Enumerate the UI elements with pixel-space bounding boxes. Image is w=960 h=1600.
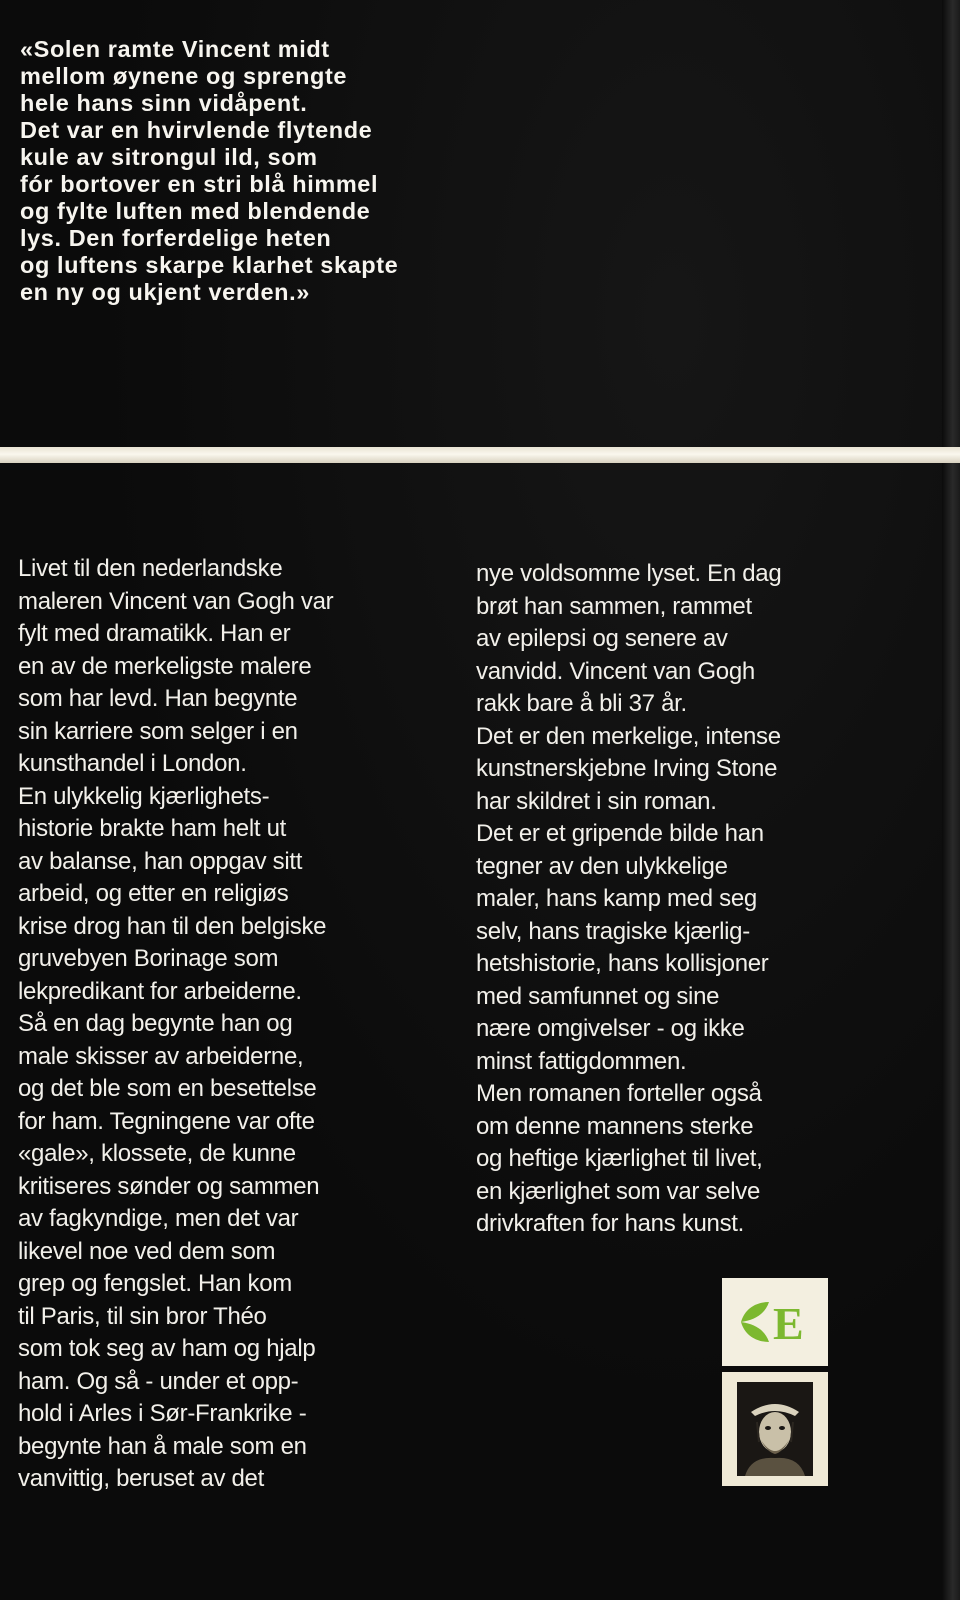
cover-quote: «Solen ramte Vincent midt mellom øynene og sprengte hele hans sinn vidåpent. Det var en hvirvlende flytende kule av sitrongul ild, som fór bortover en stri blå himmel og fylte luften med blendende lys. Den forferdelige heten og luftens skarpe klarhet skapte en ny og ukjent verden.» — [20, 36, 399, 305]
cover-spine-edge — [942, 0, 960, 1600]
logo-letter: E — [773, 1298, 804, 1349]
blurb-left-column: Livet til den nederlandske maleren Vincent van Gogh var fylt med dramatikk. Han er en av de merkeligste malere som har levd. Han begynte sin karriere som selger i en kunsthandel i London. En ulykkelig kjærlighets- historie brakte ham helt ut av balanse, han oppgav sitt arbeid, og etter en religiøs krise drog han til den belgiske gruvebyen Borinage som lekpredikant for arbeiderne. Så en dag begynte han og male skisser av arbeiderne, og det ble som en besettelse for ham. Tegningene var ofte «gale», klossete, de kunne kritiseres sønder og sammen av fagkyndige, men det var likevel noe ved dem som grep og fengslet. Han kom til Paris, til sin bror Théo som tok seg av ham og hjalp ham. Og så - under et opp- hold i Arles i Sør-Frankrike - begynte han å male som en vanvittig, beruset av det — [18, 555, 334, 1492]
leaf-e-logo-icon — [735, 1292, 815, 1352]
divider-band — [0, 447, 960, 463]
blurb-right-column: nye voldsomme lyset. En dag brøt han sammen, rammet av epilepsi og senere av vanvidd. Vincent van Gogh rakk bare å bli 37 år. Det er den merkelige, intense kunstnerskjebne Irving Stone har skildret i sin roman. Det er et gripende bilde han tegner av den ulykkelige maler, hans kamp med seg selv, hans tragiske kjærlig- hetshistorie, hans kollisjoner med samfunnet og sine nære omgivelser - og ikke minst fattigdommen. Men romanen forteller også om denne mannens sterke og heftige kjærlighet til livet, en kjærlighet som var selve drivkraften for hans kunst. — [476, 560, 782, 1237]
publisher-logo — [722, 1278, 828, 1366]
van-gogh-portrait-icon — [737, 1382, 813, 1476]
portrait-thumbnail — [722, 1372, 828, 1486]
